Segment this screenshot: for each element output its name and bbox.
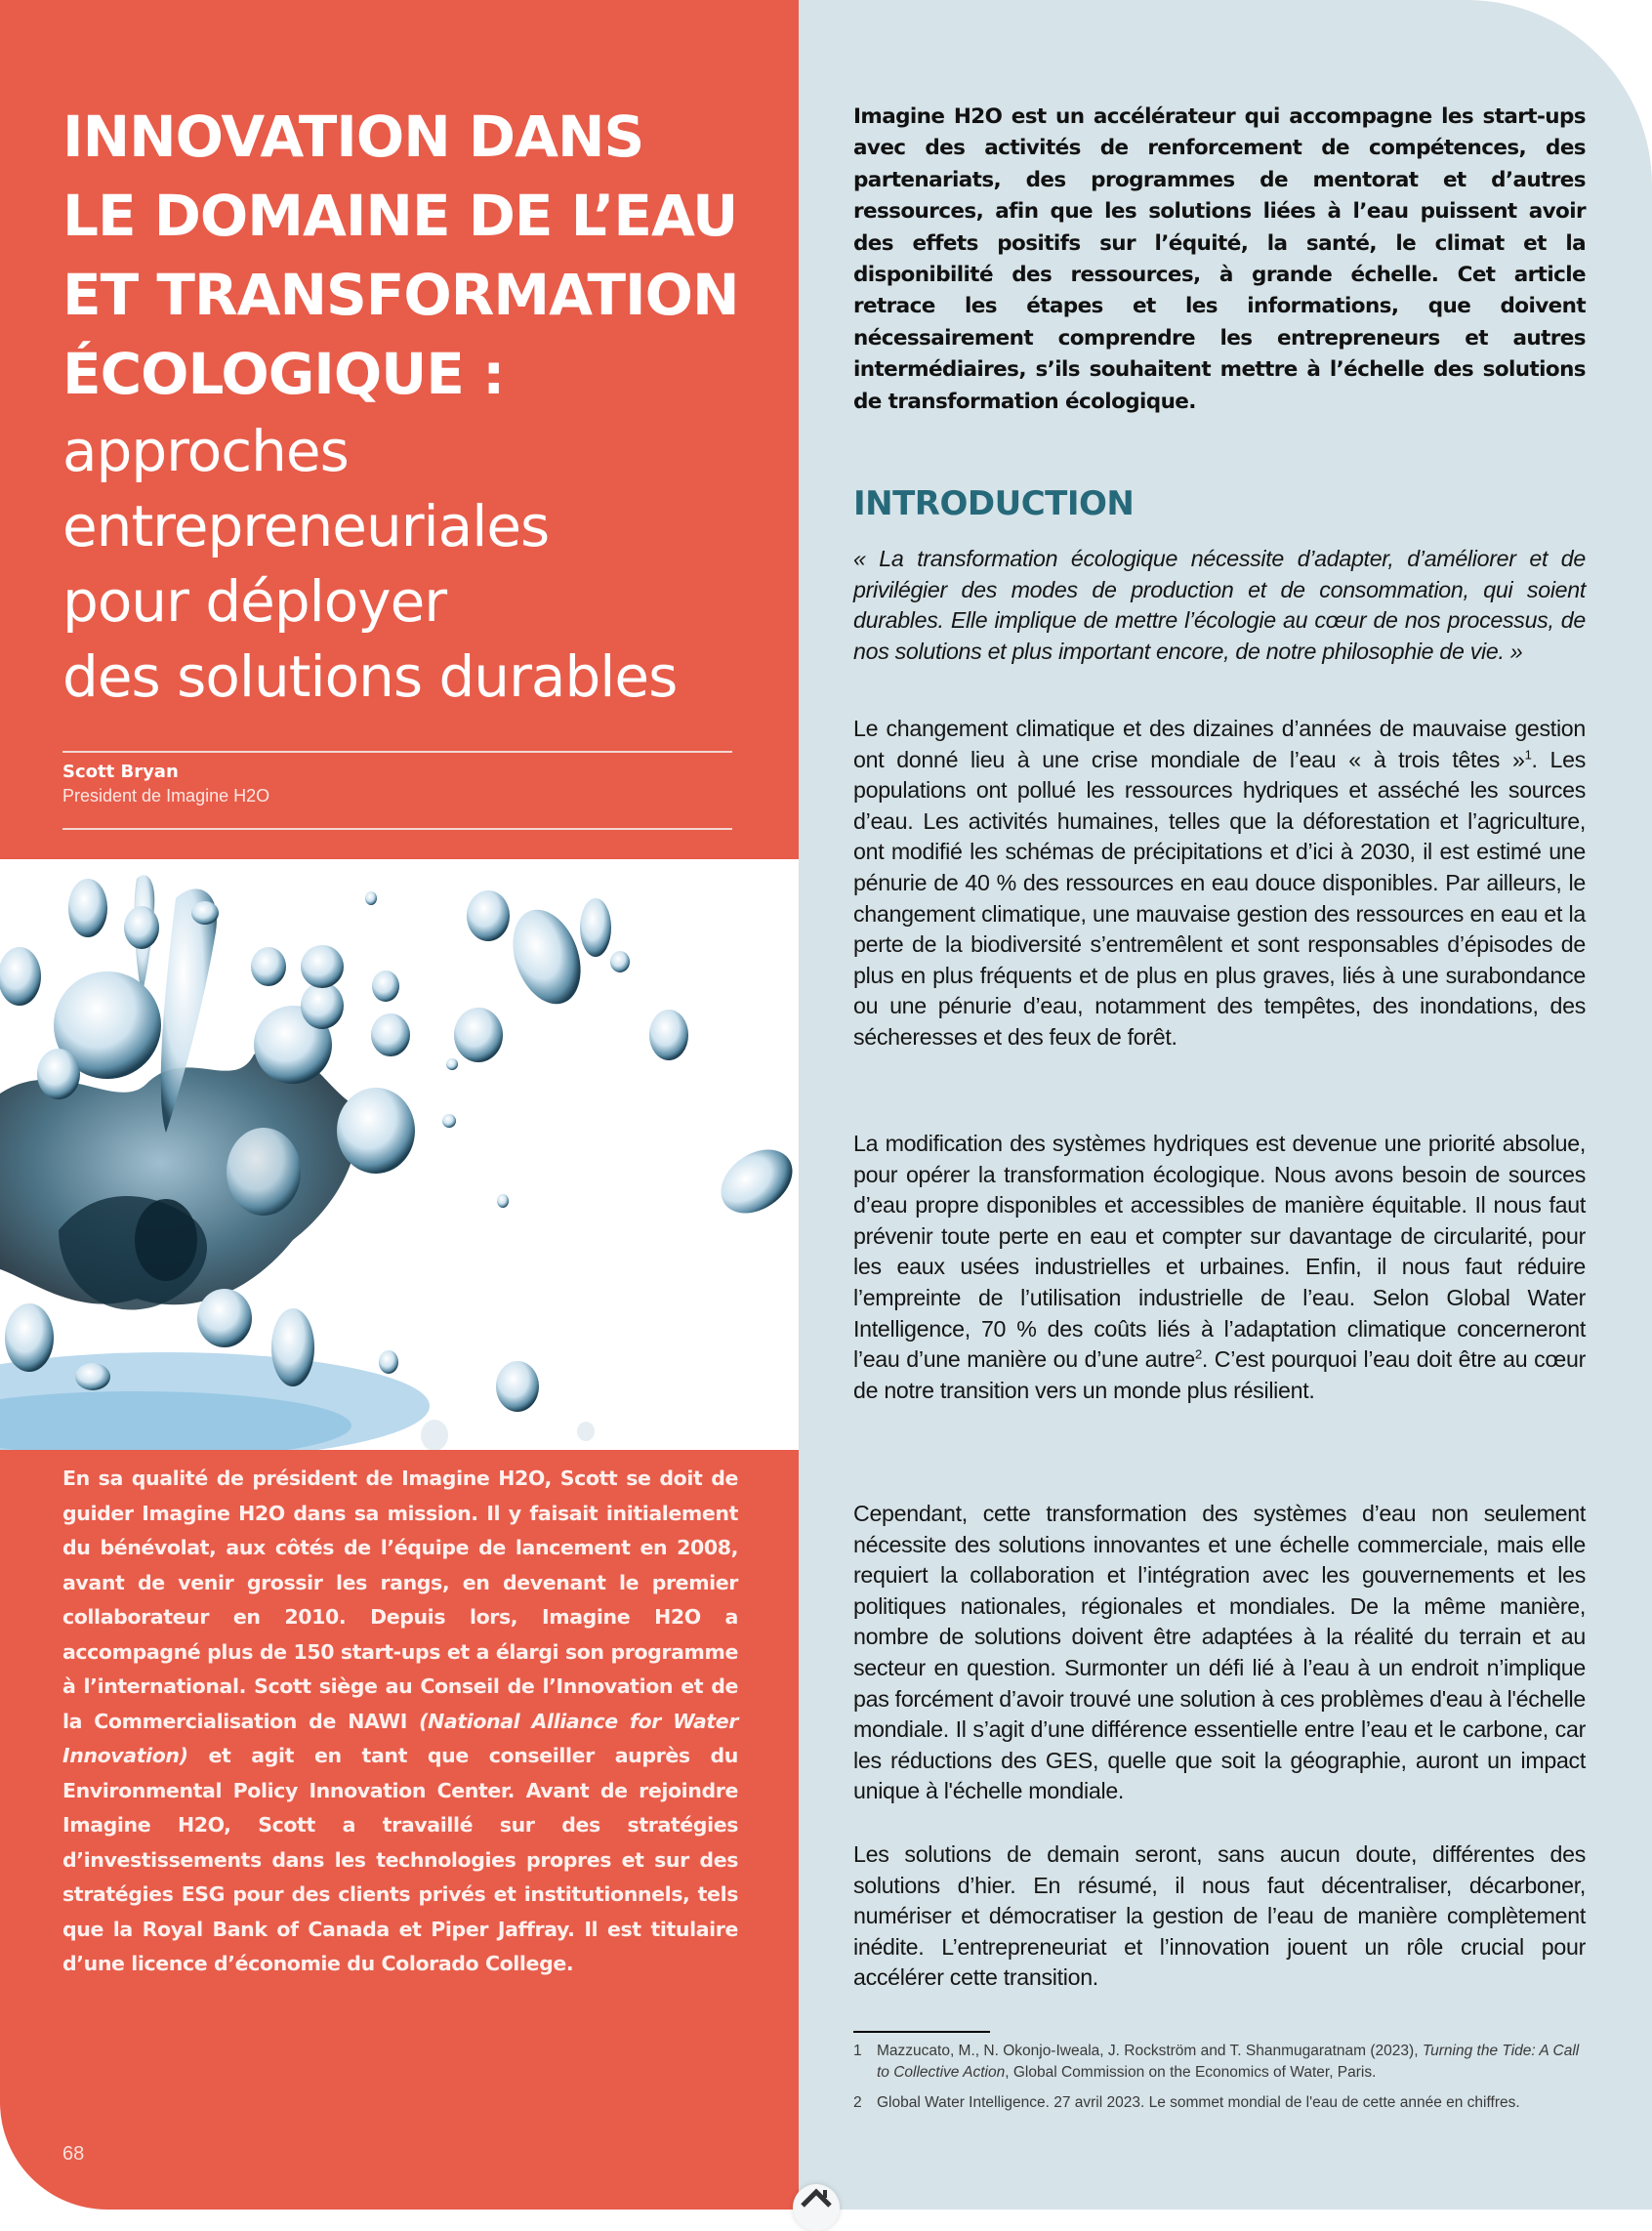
water-splash-illustration: [0, 859, 799, 1450]
author-name: Scott Bryan: [62, 762, 179, 782]
subtitle-line: pour déployer: [62, 568, 447, 635]
footnote-item: [853, 2041, 1595, 2084]
divider: [62, 751, 732, 753]
body-paragraph: [853, 714, 1586, 1054]
author-block: [62, 761, 269, 807]
footnote-text-part: , Global Commission on the Economics of Water, Paris.: [1005, 2064, 1377, 2081]
title-line: LE DOMAINE DE L’EAU: [62, 183, 738, 249]
footnote-italic: Turning the Tide: A Call to Collective Action: [877, 2043, 1580, 2081]
intro-quote: « La transformation écologique nécessite d’adapter, d’améliorer et de privilégier des modes de production et de consommation, qui soient durables. Elle implique de mettre l’écologie au cœur de nos processus, de nos solutions et plus important encore, de notre philosophie de vie. »: [853, 546, 1586, 664]
title-line: ÉCOLOGIQUE :: [62, 341, 505, 407]
subtitle-line: des solutions durables: [62, 643, 678, 710]
paragraph-text: . C’est pourquoi l’eau doit être au cœur de notre transition vers un monde plus résilient.: [853, 1346, 1586, 1403]
subtitle-line: approches: [62, 418, 349, 484]
bio-text: En sa qualité de président de Imagine H2O, Scott se doit de guider Imagine H2O dans sa mission. Il y faisait initialement du bénévolat, aux côtés de l’équipe de lancement en 2008, avant de venir grossir les rangs, en devenant le premier collaborateur en 2010. Depuis lors, Imagine H2O a accompagné plus de 150 start-ups et a élargi son programme à l’international. Scott siège au Conseil de l’Innovation et de la Commercialisation de NAWI: [62, 1467, 738, 1733]
bio-italic: (National Alliance for Water Innovation): [62, 1709, 738, 1767]
footnote-text: [877, 2041, 1595, 2084]
paragraph-text: . Les populations ont pollué les ressources hydriques et asséché les sources d’eau. Les activités humaines, telles que la déforestation et l’agriculture, ont modifié les schémas de précipitations et d’ici à 2030, il est estimé une pénurie de 40 % des ressources en eau douce disponibles. Par ailleurs, le changement climatique, une mauvaise gestion des ressources en eau et la perte de la biodiversité s’entremêlent et sont responsables d’épisodes de plus en plus fréquents et de plus en plus graves, liés à une surabondance ou une pénurie d’eau, notamment des tempêtes, des inondations, des sécheresses et des feux de forêt.: [853, 746, 1586, 1050]
body-paragraph: Cependant, cette transformation des systèmes d’eau non seulement nécessite des solutions innovantes et une échelle commerciale, mais elle requiert la collaboration et l’intégration avec les gouvernements et les politiques nationales, régionales et mondiales. De la même manière, nombre de solutions doivent être adaptées à la réalité du terrain et au secteur en question. Surmonter un défi lié à l’eau à un endroit n’implique pas forcément d’avoir trouvé une solution à ces problèmes d'eau à l'échelle mondiale. Il s’agit d’une différence essentielle entre l’eau et le carbone, car les réductions des GES, quelle que soit la géographie, auront un impact unique à l'échelle mondiale.: [853, 1501, 1586, 1804]
paragraph-text: La modification des systèmes hydriques est devenue une priorité absolue, pour opérer la transformation écologique. Nous avons besoin de sources d’eau propre disponibles et accessibles de manière équitable. Il nous faut prévenir toute perte en eau et compter sur davantage de circularité, pour les eaux usées industrielles et urbaines. Enfin, il nous faut réduire l’empreinte de l’utilisation industrielle de l’eau. Selon Global Water Intelligence, 70 % des coûts liés à l’adaptation climatique concerneront l’eau d’une manière ou d’une autre: [853, 1131, 1586, 1373]
home-button[interactable]: [793, 2184, 840, 2231]
author-role: President de Imagine H2O: [62, 786, 270, 806]
bio-text: et agit en tant que conseiller auprès du Environmental Policy Innovation Center. Avant de rejoindre Imagine H2O, Scott a travaillé sur des stratégies d’investissements dans les technologies propres et sur des stratégies ESG pour des clients privés et institutionnels, tels que la Royal Bank of Canada et Piper Jaffray. Il est titulaire d’une licence d’économie du Colorado College.: [62, 1744, 738, 1975]
author-bio: [62, 1462, 738, 1982]
body-paragraph: Les solutions de demain seront, sans aucun doute, différentes des solutions d’hier. En résumé, il nous faut décentraliser, décarboner, numériser et démocratiser la gestion de l’eau de manière complètement inédite. L’entrepreneuriat et l’innovation jouent un rôle crucial pour accélérer cette transition.: [853, 1841, 1586, 1991]
paragraph-text: Le changement climatique et des dizaines d’années de mauvaise gestion ont donné lieu à une crise mondiale de l’eau « à trois têtes »: [853, 716, 1586, 772]
footnote-divider: [853, 2031, 990, 2033]
footnotes: [853, 2041, 1595, 2123]
section-heading: INTRODUCTION: [853, 484, 1135, 523]
footnote-ref[interactable]: 2: [1194, 1346, 1202, 1362]
footnote-number: 1: [853, 2043, 862, 2059]
footnote-text: Global Water Intelligence. 27 avril 2023. Le sommet mondial de l'eau de cette année en chiffres.: [877, 2094, 1520, 2111]
divider: [62, 828, 732, 830]
footnote-text-part: Mazzucato, M., N. Okonjo-Iweala, J. Rockström and T. Shanmugaratnam (2023),: [877, 2043, 1423, 2059]
home-icon: [799, 2184, 834, 2210]
page-number: 68: [62, 2143, 85, 2165]
subtitle-line: entrepreneuriales: [62, 493, 550, 559]
title-line: INNOVATION DANS: [62, 103, 644, 170]
footnote-item: [853, 2092, 1595, 2114]
title-line: ET TRANSFORMATION: [62, 262, 739, 328]
article-title: [62, 98, 785, 715]
water-splash-image: [0, 859, 799, 1450]
lead-paragraph: Imagine H2O est un accélérateur qui accompagne les start-ups avec des activités de renforcement de compétences, des partenariats, des programmes de mentorat et d’autres ressources, afin que les solutions liées à l’eau puissent avoir des effets positifs sur l’équité, la santé, le climat et la disponibilité des ressources, à grande échelle. Cet article retrace les étapes et les informations, que doivent nécessairement comprendre les entrepreneurs et autres intermédiaires, s’ils souhaitent mettre à l’échelle des solutions de transformation écologique.: [853, 104, 1586, 414]
body-paragraph: [853, 1129, 1586, 1406]
footnote-number: 2: [853, 2094, 862, 2111]
footnote-ref[interactable]: 1: [1524, 746, 1532, 762]
